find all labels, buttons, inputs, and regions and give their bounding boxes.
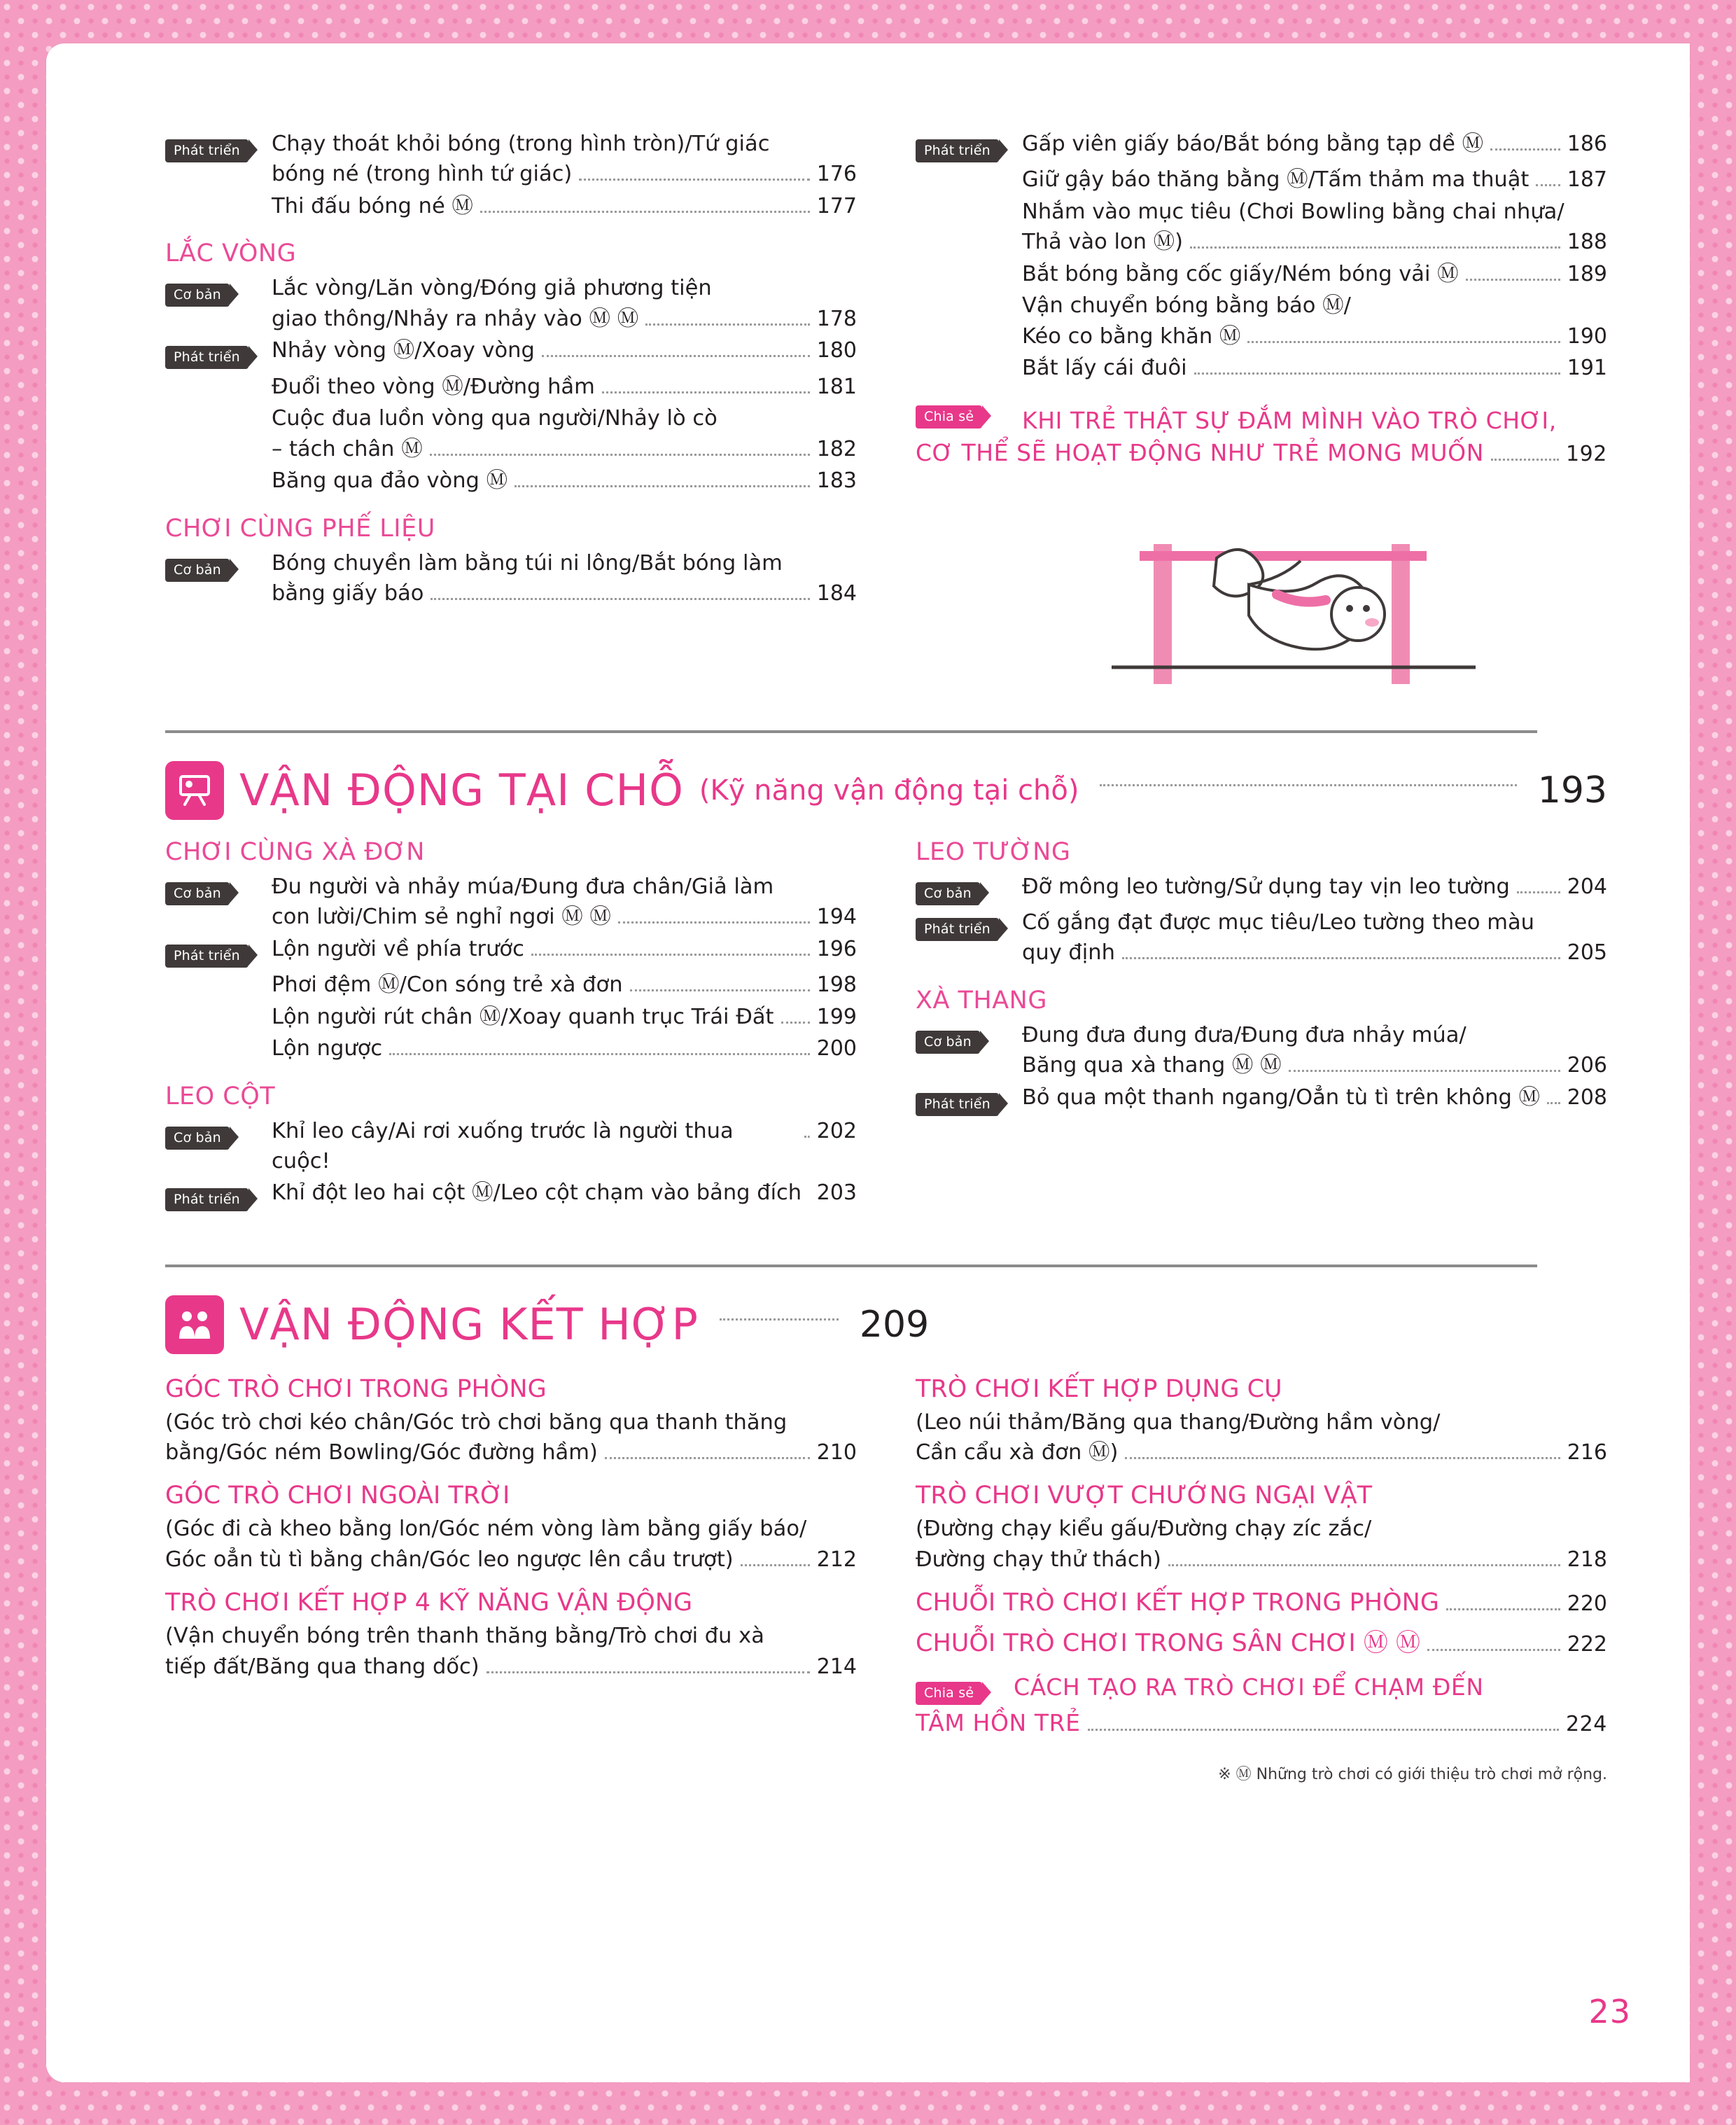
category-page: 222	[1567, 1632, 1607, 1657]
leader-dots	[1122, 957, 1560, 959]
entry-text	[1022, 259, 1607, 290]
entry-text	[1022, 353, 1607, 384]
leader-dots	[630, 989, 810, 991]
leader-dots	[1427, 1649, 1560, 1651]
tag-cell	[165, 1002, 272, 1006]
entry-label: Lộn người rút chân Ⓜ/Xoay quanh trục Trái Đất	[272, 1004, 774, 1029]
share-entry[interactable]	[916, 1671, 1607, 1706]
toc-entry[interactable]	[165, 970, 857, 1001]
share-page: 192	[1565, 441, 1607, 466]
block-line: (Góc đi cà kheo bằng lon/Góc ném vòng làm bằng giấy báo/	[165, 1517, 807, 1542]
entry-page: 187	[1567, 167, 1607, 193]
block-line: tiếp đất/Băng qua thang dốc)	[165, 1654, 479, 1679]
tag-basic: Cơ bản	[165, 1127, 230, 1150]
entry-page: 176	[816, 162, 857, 187]
tag-advanced: Phát triển	[916, 1093, 999, 1116]
entry-label: Khỉ đột leo hai cột Ⓜ/Leo cột chạm vào bảng đích	[272, 1180, 802, 1206]
toc-entry[interactable]	[165, 1033, 857, 1064]
toc-entry[interactable]	[916, 872, 1607, 906]
toc-entry[interactable]	[165, 403, 857, 464]
category-goc-tro-choi-ngoai-troi: GÓC TRÒ CHƠI NGOÀI TRỜI	[165, 1482, 510, 1510]
toc-entry[interactable]	[165, 872, 857, 933]
share-text	[1022, 395, 1607, 438]
block-line: (Vận chuyển bóng trên thanh thăng bằng/Trò chơi đu xà	[165, 1624, 764, 1649]
category-goc-tro-choi-trong-phong: GÓC TRÒ CHƠI TRONG PHÒNG	[165, 1374, 547, 1403]
category-chuoi-tro-choi-trong-phong[interactable]	[916, 1589, 1607, 1617]
entry-label-cont: Băng qua xà thang Ⓜ Ⓜ	[1022, 1053, 1282, 1078]
leader-dots	[1466, 279, 1560, 281]
share-second-line	[916, 1709, 1607, 1737]
top-left-column	[165, 127, 857, 701]
toc-entry[interactable]	[165, 1178, 857, 1212]
illustration-horizontal-bar	[1112, 530, 1607, 701]
entry-label: Bắt lấy cái đuôi	[1022, 356, 1187, 381]
tag-cell	[916, 165, 1022, 169]
section-title: VẬN ĐỘNG KẾT HỢP	[239, 1299, 699, 1351]
entry-label-cont: Thả vào lon Ⓜ)	[1022, 230, 1184, 255]
leader-dots	[1547, 1102, 1560, 1104]
share-line-1: KHI TRẺ THẬT SỰ ĐẮM MÌNH VÀO TRÒ CHƠI,	[1022, 406, 1557, 434]
leader-dots	[1125, 1457, 1560, 1459]
entry-label: Bắt bóng bằng cốc giấy/Ném bóng vải Ⓜ	[1022, 261, 1459, 286]
toc-entry[interactable]	[916, 353, 1607, 384]
leader-dots	[1100, 784, 1516, 786]
entry-text	[272, 970, 857, 1001]
leader-dots	[486, 1671, 810, 1673]
entry-label: Khỉ leo cây/Ai rơi xuống trước là người thua cuộc!	[272, 1118, 741, 1173]
tag-cell	[916, 129, 1022, 163]
share-page: 224	[1565, 1711, 1607, 1736]
entry-label-cont: con lười/Chim sẻ nghỉ ngơi Ⓜ Ⓜ	[272, 905, 611, 930]
leader-dots	[1247, 341, 1560, 343]
leader-dots	[1446, 1608, 1560, 1610]
leader-dots	[542, 355, 810, 357]
section2-left-column	[165, 1372, 857, 1784]
footnote: ※ Ⓜ Những trò chơi có giới thiệu trò chơi mở rộng.	[1218, 1765, 1607, 1783]
toc-entry[interactable]	[916, 259, 1607, 290]
leader-dots	[1536, 184, 1560, 186]
block-page: 216	[1567, 1440, 1607, 1465]
tag-cell	[165, 403, 272, 407]
leader-dots	[1190, 246, 1560, 249]
block-text	[916, 1514, 1607, 1575]
tag-basic: Cơ bản	[916, 1031, 980, 1054]
entry-page: 177	[816, 193, 857, 218]
category-xa-thang: XÀ THANG	[916, 986, 1047, 1015]
section-header-van-dong-ket-hop	[165, 1295, 1607, 1354]
tag-basic: Cơ bản	[165, 284, 230, 307]
section-title: VẬN ĐỘNG TẠI CHỖ	[239, 765, 684, 816]
entry-text	[1022, 1082, 1607, 1113]
toc-entry[interactable]	[165, 934, 857, 968]
block-page: 210	[816, 1440, 857, 1465]
entry-text	[272, 1033, 857, 1064]
entry-text	[1022, 197, 1607, 258]
block-line: (Góc trò chơi kéo chân/Góc trò chơi băng qua thanh thăng	[165, 1409, 788, 1435]
leader-dots	[720, 1318, 839, 1321]
toc-entry[interactable]	[165, 129, 857, 190]
toc-entry[interactable]	[165, 273, 857, 334]
leader-dots	[579, 179, 809, 181]
entry-label: Lắc vòng/Lăn vòng/Đóng giả phương tiện	[272, 276, 712, 301]
entry-text	[272, 934, 857, 965]
tag-basic: Cơ bản	[165, 559, 230, 582]
block-line: Đường chạy thử thách)	[916, 1547, 1161, 1572]
share-entry[interactable]	[916, 395, 1607, 438]
leader-dots	[741, 1564, 810, 1566]
tag-cell	[165, 372, 272, 376]
block-line: Góc oẳn tù tì bằng chân/Góc leo ngược lên cầu trượt)	[165, 1547, 734, 1572]
entry-label-cont: – tách chân Ⓜ	[272, 436, 423, 461]
category-tro-choi-vuot-chuong-ngai-vat: TRÒ CHƠI VƯỢT CHƯỚNG NGẠI VẬT	[916, 1482, 1373, 1510]
tag-advanced: Phát triển	[165, 1188, 248, 1211]
category-tro-choi-ket-hop-dung-cu: TRÒ CHƠI KẾT HỢP DỤNG CỤ	[916, 1374, 1282, 1403]
entry-page: 180	[816, 338, 857, 363]
entry-text	[272, 191, 857, 222]
toc-entry[interactable]	[165, 548, 857, 609]
entry-label-cont: quy định	[1022, 940, 1115, 966]
entry-label: Nhắm vào mục tiêu (Chơi Bowling bằng chai nhựa/	[1022, 199, 1564, 224]
entry-text	[1022, 907, 1607, 968]
tag-cell	[916, 259, 1022, 263]
category-label: CHUỖI TRÒ CHƠI TRONG SÂN CHƠI Ⓜ Ⓜ	[916, 1629, 1420, 1658]
toc-entry[interactable]	[916, 291, 1607, 351]
page-number: 23	[1588, 1993, 1631, 2030]
category-choi-cung-xa-don: CHƠI CÙNG XÀ ĐƠN	[165, 837, 425, 866]
section1-left-column	[165, 838, 857, 1214]
leader-dots	[1289, 1070, 1560, 1072]
block-text	[916, 1407, 1607, 1468]
entry-label: Đu người và nhảy múa/Đung đưa chân/Giả làm	[272, 874, 774, 899]
tag-basic: Cơ bản	[165, 882, 230, 905]
section-icon-combined	[165, 1295, 224, 1354]
entry-page: 199	[816, 1004, 857, 1029]
entry-page: 190	[1567, 323, 1607, 349]
toc-entry[interactable]	[165, 1116, 857, 1177]
entry-text	[272, 466, 857, 496]
leader-dots	[1194, 372, 1560, 375]
share-text	[1014, 1671, 1607, 1704]
leader-dots	[1517, 891, 1560, 893]
toc-entry[interactable]	[165, 466, 857, 496]
entry-text	[272, 1178, 857, 1208]
toc-entry[interactable]	[916, 1020, 1607, 1081]
leader-dots	[531, 954, 810, 956]
entry-text	[272, 372, 857, 403]
entry-label: Bỏ qua một thanh ngang/Oẳn tù tì trên không Ⓜ	[1022, 1085, 1541, 1110]
entry-label: Nhảy vòng Ⓜ/Xoay vòng	[272, 338, 535, 363]
entry-text	[272, 1002, 857, 1033]
entry-page: 194	[816, 905, 857, 930]
entry-page: 186	[1567, 132, 1607, 156]
entry-label-cont: bằng giấy báo	[272, 581, 424, 606]
section-header-van-dong-tai-cho	[165, 761, 1607, 820]
category-leo-cot: LEO CỘT	[165, 1082, 276, 1110]
entry-label: Thi đấu bóng né Ⓜ	[272, 193, 473, 218]
category-leo-tuong: LEO TƯỜNG	[916, 837, 1071, 866]
tag-cell	[165, 129, 272, 163]
entry-label: Vận chuyển bóng bằng báo Ⓜ/	[1022, 293, 1351, 319]
entry-label-cont: giao thông/Nhảy ra nhảy vào Ⓜ Ⓜ	[272, 306, 639, 331]
leader-dots	[645, 323, 810, 326]
tag-cell	[165, 872, 272, 906]
tag-cell	[916, 872, 1022, 906]
tag-cell	[165, 1033, 272, 1038]
entry-label: Giữ gậy báo thăng bằng Ⓜ/Tấm thảm ma thuật	[1022, 167, 1530, 193]
block-line: bằng/Góc ném Bowling/Góc đường hầm)	[165, 1440, 598, 1465]
toc-entry[interactable]	[165, 335, 857, 370]
block-page: 214	[816, 1654, 857, 1679]
entry-label: Chạy thoát khỏi bóng (trong hình tròn)/Tứ giác	[272, 132, 770, 156]
entry-text	[272, 403, 857, 464]
leader-dots	[430, 454, 810, 456]
category-page: 220	[1567, 1591, 1607, 1617]
page-folio	[1588, 1993, 1631, 2030]
section-divider	[165, 730, 1537, 733]
section-icon-stationary	[165, 761, 224, 820]
leader-dots	[1490, 148, 1560, 151]
entry-text	[272, 1116, 857, 1177]
toc-entry[interactable]	[916, 129, 1607, 163]
block-text	[165, 1407, 857, 1468]
tag-cell	[916, 1671, 1014, 1706]
tag-cell	[916, 353, 1022, 357]
leader-dots	[480, 211, 810, 213]
entry-text	[272, 872, 857, 933]
entry-text	[272, 335, 857, 366]
leader-dots	[389, 1053, 810, 1055]
entry-label: Phơi đệm Ⓜ/Con sóng trẻ xà đơn	[272, 972, 623, 997]
leader-dots	[605, 1457, 810, 1459]
entry-page: 204	[1567, 874, 1607, 899]
tag-cell	[165, 1116, 272, 1150]
entry-label: Đỡ mông leo tường/Sử dụng tay vịn leo tường	[1022, 874, 1510, 899]
entry-text	[1022, 165, 1607, 195]
entry-label-cont: Kéo co bằng khăn Ⓜ	[1022, 323, 1241, 349]
share-line-2: CƠ THỂ SẼ HOẠT ĐỘNG NHƯ TRẺ MONG MUỐN	[916, 438, 1484, 466]
tag-advanced: Phát triển	[165, 139, 248, 162]
section2-columns	[165, 1372, 1607, 1784]
tag-cell	[165, 934, 272, 968]
entry-page: 208	[1567, 1085, 1607, 1110]
entry-page: 178	[816, 306, 857, 331]
block-text	[165, 1621, 857, 1682]
tag-cell	[916, 395, 1022, 429]
entry-page: 198	[816, 972, 857, 997]
top-right-column	[916, 127, 1607, 701]
leader-dots	[781, 1022, 810, 1024]
tag-cell	[916, 1082, 1022, 1117]
tag-cell	[165, 191, 272, 195]
leader-dots	[430, 598, 809, 600]
entry-label: Đuổi theo vòng Ⓜ/Đường hầm	[272, 374, 595, 399]
toc-entry[interactable]	[165, 1002, 857, 1033]
category-chuoi-tro-choi-san-choi[interactable]	[916, 1624, 1607, 1659]
section-subtitle: (Kỹ năng vận động tại chỗ)	[699, 774, 1079, 807]
toc-content	[165, 127, 1607, 1784]
category-lac-vong: LẮC VÒNG	[165, 239, 297, 268]
entry-text	[272, 129, 857, 190]
leader-dots	[1491, 459, 1559, 461]
tag-advanced: Phát triển	[916, 918, 999, 941]
entry-page: 196	[816, 936, 857, 961]
entry-page: 188	[1567, 230, 1607, 255]
tag-basic: Cơ bản	[916, 882, 980, 905]
leader-dots	[1168, 1564, 1560, 1566]
entry-label-cont: bóng né (trong hình tứ giác)	[272, 162, 573, 187]
entry-page: 181	[816, 374, 857, 399]
tag-advanced: Phát triển	[165, 945, 248, 968]
toc-entry[interactable]	[916, 197, 1607, 258]
entry-page: 183	[816, 468, 857, 494]
section-page: 193	[1537, 769, 1607, 811]
tag-cell	[916, 1020, 1022, 1054]
section-page: 209	[859, 1303, 930, 1346]
tag-cell	[165, 1178, 272, 1212]
section1-columns	[165, 838, 1607, 1214]
entry-text	[272, 548, 857, 609]
category-choi-cung-phe-lieu: CHƠI CÙNG PHẾ LIỆU	[165, 514, 435, 543]
entry-page: 191	[1567, 356, 1607, 381]
block-page: 212	[816, 1547, 857, 1572]
entry-page: 203	[816, 1180, 857, 1206]
leader-dots	[1088, 1729, 1559, 1731]
entry-page: 202	[816, 1118, 857, 1143]
leader-dots	[618, 921, 810, 924]
tag-advanced: Phát triển	[165, 346, 248, 369]
block-line: Cần cẩu xà đơn Ⓜ)	[916, 1440, 1119, 1465]
share-line-1: CÁCH TẠO RA TRÒ CHƠI ĐỂ CHẠM ĐẾN	[1014, 1673, 1484, 1701]
section2-right-column	[916, 1372, 1607, 1784]
tag-cell	[165, 970, 272, 974]
tag-cell	[165, 548, 272, 583]
top-columns	[165, 127, 1607, 701]
tag-cell	[165, 466, 272, 470]
entry-text	[1022, 872, 1607, 903]
entry-label: Lộn người về phía trước	[272, 936, 524, 961]
entry-label: Lộn ngược	[272, 1036, 383, 1061]
leader-dots	[804, 1136, 810, 1138]
toc-entry[interactable]	[916, 165, 1607, 195]
entry-page: 182	[816, 436, 857, 461]
tag-cell	[916, 197, 1022, 201]
tag-cell	[165, 273, 272, 307]
entry-label: Băng qua đảo vòng Ⓜ	[272, 468, 508, 494]
category-label: CHUỖI TRÒ CHƠI KẾT HỢP TRONG PHÒNG	[916, 1589, 1439, 1617]
tag-advanced: Phát triển	[916, 139, 999, 162]
tag-cell	[916, 907, 1022, 942]
entry-label: Cuộc đua luồn vòng qua người/Nhảy lò cò	[272, 406, 718, 431]
section-divider	[165, 1264, 1537, 1267]
entry-page: 206	[1567, 1053, 1607, 1078]
toc-entry[interactable]	[916, 1082, 1607, 1117]
block-line: (Đường chạy kiểu gấu/Đường chạy zíc zắc/	[916, 1517, 1372, 1542]
share-second-line	[916, 439, 1607, 467]
section1-right-column	[916, 838, 1607, 1214]
entry-page: 189	[1567, 261, 1607, 286]
tag-share: Chia sẻ	[916, 1682, 982, 1705]
entry-page: 205	[1567, 940, 1607, 966]
entry-text	[1022, 129, 1607, 160]
toc-entry[interactable]	[165, 372, 857, 403]
block-page: 218	[1567, 1547, 1607, 1572]
block-text	[165, 1514, 857, 1575]
page-sheet	[46, 43, 1690, 2082]
block-line: (Leo núi thảm/Băng qua thang/Đường hầm vòng/	[916, 1409, 1441, 1435]
toc-entry[interactable]	[165, 191, 857, 222]
entry-label: Gấp viên giấy báo/Bắt bóng bằng tạp dề Ⓜ	[1022, 132, 1484, 156]
leader-dots	[602, 391, 810, 393]
entry-label: Cố gắng đạt được mục tiêu/Leo tường theo màu	[1022, 910, 1534, 935]
tag-cell	[916, 291, 1022, 295]
toc-entry[interactable]	[916, 907, 1607, 968]
entry-text	[272, 273, 857, 334]
leader-dots	[514, 485, 810, 487]
entry-page: 184	[816, 581, 857, 606]
category-tro-choi-ket-hop-4-ky-nang: TRÒ CHƠI KẾT HỢP 4 KỸ NĂNG VẬN ĐỘNG	[165, 1589, 693, 1617]
tag-share: Chia sẻ	[916, 405, 982, 429]
entry-page: 200	[816, 1036, 857, 1061]
entry-text	[1022, 291, 1607, 351]
entry-label: Bóng chuyền làm bằng túi ni lông/Bắt bóng làm	[272, 550, 783, 576]
tag-cell	[165, 335, 272, 370]
entry-text	[1022, 1020, 1607, 1081]
entry-label: Đung đưa đung đưa/Đung đưa nhảy múa/	[1022, 1022, 1466, 1047]
share-line-2: TÂM HỒN TRẺ	[916, 1708, 1081, 1736]
